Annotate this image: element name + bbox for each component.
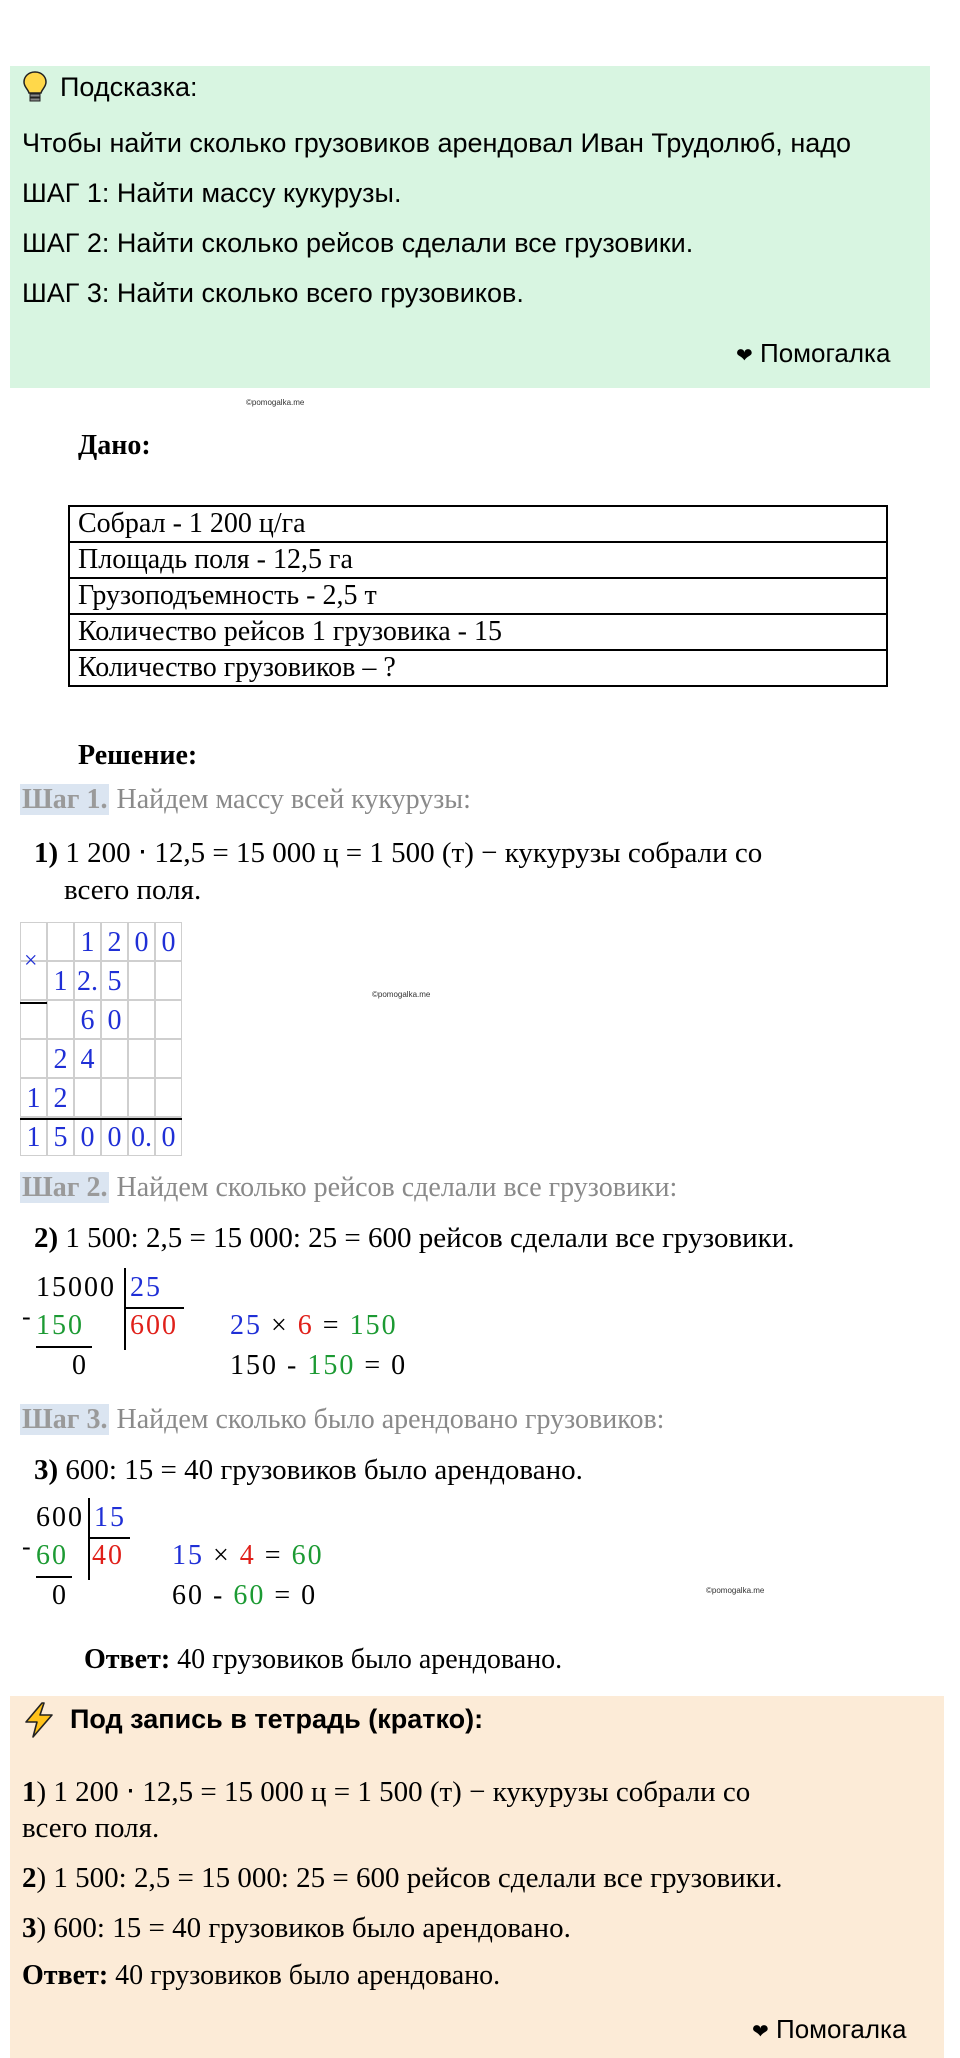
grid-cell: 0. (128, 1117, 155, 1156)
notebook-answer (22, 1960, 500, 1992)
hint-step-2-text: Найти сколько рейсов сделали все грузовики. (109, 228, 694, 258)
check-1-b: 6 (297, 1310, 314, 1341)
step-2-num: 2) (34, 1222, 59, 1254)
answer-label: Ответ: (84, 1644, 171, 1675)
given-table (68, 505, 888, 687)
grid-cell: 6 (74, 1000, 101, 1039)
division-2-quotient: 40 (92, 1540, 124, 1571)
check-2-c: 60 (291, 1540, 324, 1571)
check-2-a: 15 (172, 1540, 204, 1571)
grid-cell: 2. (74, 961, 101, 1000)
watermark: ©pomogalka.me (372, 990, 431, 999)
division-1-remainder: 0 (72, 1350, 88, 1381)
grid-cell (155, 1078, 182, 1117)
grid-cell: 0 (74, 1117, 101, 1156)
step-3-heading (20, 1404, 664, 1436)
step-2-equation (34, 1222, 795, 1255)
notebook-line-1-num: 1 (22, 1776, 37, 1808)
hint-step-3-text: Найти сколько всего грузовиков. (109, 278, 524, 308)
division-1-dividend: 15000 (36, 1272, 116, 1303)
given-row (69, 650, 887, 686)
step-1-equation-cont: всего поля. (64, 874, 202, 906)
notebook-line-2-text: ) 1 500: 2,5 = 15 000: 25 = 600 рейсов сделали все грузовики. (36, 1862, 783, 1894)
notebook-brand (752, 2014, 906, 2045)
multiply-underline (20, 1002, 47, 1004)
hint-brand (736, 338, 890, 369)
notebook-line-1 (22, 1774, 750, 1809)
check-2b-a: 60 - (172, 1580, 234, 1611)
step-2-label: Шаг 2. (22, 1172, 108, 1203)
notebook-line-2 (22, 1862, 783, 1895)
step-1-heading (20, 784, 471, 816)
notebook-title: Под запись в тетрадь (кратко): (70, 1704, 484, 1734)
step-2-heading (20, 1172, 677, 1204)
step-1-num: 1) (34, 837, 59, 869)
answer-text: 40 грузовиков было арендовано. (170, 1644, 563, 1675)
grid-cell (128, 1078, 155, 1117)
grid-cell (101, 1078, 128, 1117)
step-2-line: 1 500: 2,5 = 15 000: 25 = 600 рейсов сделали все грузовики. (65, 1222, 795, 1254)
given-cell: Количество рейсов 1 грузовика - 15 (69, 614, 887, 650)
hint-title: Подсказка: (60, 72, 198, 102)
minus-sign-icon: - (22, 1532, 31, 1561)
grid-cell: 1 (20, 1078, 47, 1117)
division-1-check (230, 1310, 398, 1342)
multiply-total-line (20, 1118, 182, 1120)
notebook-line-3 (22, 1912, 571, 1945)
division-2-check-2 (172, 1580, 317, 1612)
hint-step-1-label: ШАГ 1: (22, 178, 110, 208)
notebook-line-1-cont: всего поля. (22, 1812, 160, 1844)
grid-cell (47, 922, 74, 961)
division-2-divisor: 15 (94, 1502, 126, 1533)
check-1-a: 25 (230, 1310, 262, 1341)
notebook-brand-label: Помогалка (776, 2014, 907, 2044)
step-1-line: 1 200 ⋅ 12,5 = 15 000 ц = 1 500 (т) − кукурузы собрали со (65, 837, 763, 869)
division-2-check (172, 1540, 324, 1572)
grid-cell: 5 (47, 1117, 74, 1156)
hint-step-3 (22, 278, 524, 309)
grid-cell: 1 (20, 1117, 47, 1156)
division-1-vertical-line (124, 1268, 126, 1350)
given-cell: Грузоподъемность - 2,5 т (69, 578, 887, 614)
grid-cell (155, 1039, 182, 1078)
step-1-label: Шаг 1. (22, 784, 108, 815)
division-2-quotient-line (88, 1537, 130, 1539)
step-1-text: Найдем массу всей кукурузы: (109, 784, 471, 815)
grid-cell: 1 (74, 922, 101, 961)
grid-cell: 0 (101, 1117, 128, 1156)
given-row (69, 506, 887, 542)
given-row (69, 578, 887, 614)
grid-cell (47, 1000, 74, 1039)
notebook-line-1-text: ) 1 200 ⋅ 12,5 = 15 000 ц = 1 500 (т) − кукурузы собрали со (36, 1776, 751, 1808)
division-1-check-2 (230, 1350, 407, 1382)
check-1b-a: 150 - (230, 1350, 308, 1381)
hint-intro: Чтобы найти сколько грузовиков арендовал Иван Трудолюб, надо (22, 128, 852, 158)
multiply-sign-icon: × (24, 948, 38, 974)
grid-cell: 0 (101, 1000, 128, 1039)
check-2b-c: = 0 (265, 1580, 318, 1611)
grid-cell: 4 (74, 1039, 101, 1078)
hint-step-3-label: ШАГ 3: (22, 278, 110, 308)
watermark: ©pomogalka.me (246, 398, 305, 407)
hint-step-1-text: Найти массу кукурузы. (109, 178, 402, 208)
step-3-text: Найдем сколько было арендовано грузовиков: (109, 1404, 665, 1435)
notebook-line-3-num: 3 (22, 1912, 37, 1944)
check-1b-c: = 0 (355, 1350, 408, 1381)
answer (84, 1644, 562, 1676)
division-1-quotient-line (124, 1307, 184, 1309)
division-1-subtrahend: 150 (36, 1310, 84, 1341)
hint-step-2 (22, 228, 693, 259)
grid-cell (155, 1000, 182, 1039)
step-3-line: 600: 15 = 40 грузовиков было арендовано. (65, 1454, 583, 1486)
check-2-b: 4 (239, 1540, 256, 1571)
division-1-divisor: 25 (130, 1272, 162, 1303)
check-2-eq: = (255, 1540, 292, 1571)
step-1-equation (34, 835, 762, 870)
check-1-op: × (262, 1310, 298, 1341)
grid-cell: 1 (47, 961, 74, 1000)
grid-cell: 0 (155, 922, 182, 961)
hint-brand-label: Помогалка (760, 338, 891, 368)
check-1b-b: 150 (307, 1350, 356, 1381)
division-2-remainder: 0 (52, 1580, 68, 1611)
notebook-answer-text: 40 грузовиков было арендовано. (108, 1960, 501, 1991)
notebook-line-2-num: 2 (22, 1862, 37, 1894)
step-3-equation (34, 1454, 583, 1487)
grid-cell (128, 961, 155, 1000)
division-1-sub-line (36, 1346, 92, 1348)
grid-cell (128, 1039, 155, 1078)
step-2-text: Найдем сколько рейсов сделали все грузовики: (109, 1172, 678, 1203)
notebook-line-3-text: ) 600: 15 = 40 грузовиков было арендовано. (36, 1912, 571, 1944)
grid-cell (74, 1078, 101, 1117)
solution-title: Решение: (78, 740, 198, 771)
grid-cell (155, 961, 182, 1000)
grid-cell: 2 (47, 1039, 74, 1078)
given-row (69, 542, 887, 578)
division-2-sub-line (36, 1576, 72, 1578)
grid-cell: 2 (101, 922, 128, 961)
hint-step-2-label: ШАГ 2: (22, 228, 110, 258)
grid-cell (20, 1000, 47, 1039)
division-1-quotient: 600 (130, 1310, 178, 1341)
heart-icon: ❤ (752, 2021, 769, 2043)
check-2b-b: 60 (233, 1580, 266, 1611)
division-2-vertical-line (88, 1498, 90, 1580)
grid-cell: 0 (155, 1117, 182, 1156)
grid-cell (101, 1039, 128, 1078)
grid-cell (20, 1039, 47, 1078)
grid-cell: 0 (128, 922, 155, 961)
grid-cell: 2 (47, 1078, 74, 1117)
grid-cell: 5 (101, 961, 128, 1000)
division-2-dividend: 600 (36, 1502, 84, 1533)
watermark: ©pomogalka.me (706, 1586, 765, 1595)
given-row (69, 614, 887, 650)
division-2-subtrahend: 60 (36, 1540, 68, 1571)
given-cell: Площадь поля - 12,5 га (69, 542, 887, 578)
hint-step-1 (22, 178, 401, 209)
check-1-c: 150 (349, 1310, 398, 1341)
lightning-icon (22, 1702, 56, 1743)
given-cell: Собрал - 1 200 ц/га (69, 506, 887, 542)
lightbulb-icon (22, 70, 48, 109)
check-1-eq: = (313, 1310, 350, 1341)
heart-icon: ❤ (736, 345, 753, 367)
notebook-answer-label: Ответ: (22, 1960, 109, 1991)
step-3-label: Шаг 3. (22, 1404, 108, 1435)
check-2-op: × (204, 1540, 240, 1571)
minus-sign-icon: - (22, 1302, 31, 1331)
step-3-num: 3) (34, 1454, 59, 1486)
grid-cell (128, 1000, 155, 1039)
given-cell: Количество грузовиков – ? (69, 650, 887, 686)
given-title: Дано: (78, 430, 151, 461)
